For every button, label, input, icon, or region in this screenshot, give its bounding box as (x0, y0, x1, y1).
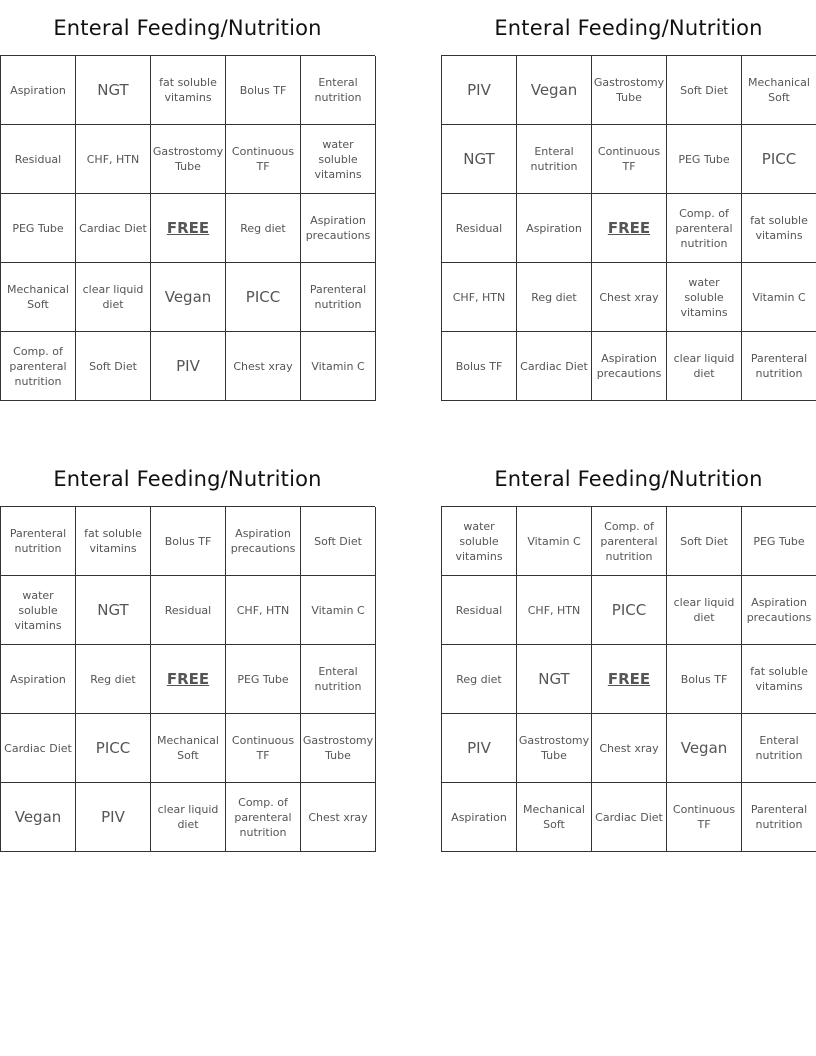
bingo-cell: Aspiration (442, 783, 517, 852)
bingo-cell: Mechanical Soft (1, 263, 76, 332)
bingo-cell: Continuous TF (592, 125, 667, 194)
bingo-cell: fat soluble vitamins (742, 645, 816, 714)
bingo-cell: Vitamin C (301, 576, 376, 645)
bingo-cell: Enteral nutrition (301, 56, 376, 125)
bingo-cell: Vitamin C (742, 263, 816, 332)
free-space: FREE (151, 194, 226, 263)
bingo-cell: PEG Tube (1, 194, 76, 263)
bingo-cell: NGT (517, 645, 592, 714)
bingo-card (0, 0, 375, 401)
bingo-cell: Chest xray (592, 263, 667, 332)
bingo-cell: CHF, HTN (226, 576, 301, 645)
bingo-cell: fat soluble vitamins (151, 56, 226, 125)
bingo-cell: clear liquid diet (151, 783, 226, 852)
bingo-cell: Soft Diet (301, 507, 376, 576)
bingo-cell: Cardiac Diet (76, 194, 151, 263)
bingo-cell: Cardiac Diet (517, 332, 592, 401)
bingo-cell: CHF, HTN (442, 263, 517, 332)
bingo-cell: Comp. of parenteral nutrition (1, 332, 76, 401)
bingo-cell: Gastrostomy Tube (517, 714, 592, 783)
bingo-grid (441, 506, 816, 852)
bingo-cell: fat soluble vitamins (742, 194, 816, 263)
bingo-cell: Residual (151, 576, 226, 645)
bingo-cell: Aspiration (517, 194, 592, 263)
card-title: Enteral Feeding/Nutrition (494, 466, 763, 491)
bingo-cell: Residual (442, 576, 517, 645)
bingo-cell: PICC (76, 714, 151, 783)
bingo-cell: PIV (442, 714, 517, 783)
bingo-cell: PICC (226, 263, 301, 332)
bingo-cell: Soft Diet (667, 56, 742, 125)
bingo-cell: PIV (76, 783, 151, 852)
bingo-cell: Continuous TF (226, 714, 301, 783)
bingo-cell: Gastrostomy Tube (151, 125, 226, 194)
bingo-cell: Mechanical Soft (742, 56, 816, 125)
bingo-cell: Vegan (151, 263, 226, 332)
bingo-cell: water soluble vitamins (667, 263, 742, 332)
bingo-cell: water soluble vitamins (1, 576, 76, 645)
bingo-cell: Comp. of parenteral nutrition (592, 507, 667, 576)
bingo-cell: PICC (592, 576, 667, 645)
bingo-cell: Vegan (1, 783, 76, 852)
bingo-cell: Bolus TF (667, 645, 742, 714)
bingo-cell: Aspiration precautions (226, 507, 301, 576)
bingo-cell: Enteral nutrition (517, 125, 592, 194)
bingo-cell: Enteral nutrition (301, 645, 376, 714)
bingo-cell: Comp. of parenteral nutrition (226, 783, 301, 852)
bingo-cell: Aspiration precautions (301, 194, 376, 263)
free-space: FREE (592, 645, 667, 714)
bingo-card (0, 451, 375, 852)
bingo-card (441, 451, 816, 852)
bingo-cell: Gastrostomy Tube (592, 56, 667, 125)
bingo-grid (0, 55, 375, 401)
bingo-cell: PIV (151, 332, 226, 401)
bingo-cell: Cardiac Diet (1, 714, 76, 783)
bingo-cell: Mechanical Soft (517, 783, 592, 852)
bingo-cell: Chest xray (301, 783, 376, 852)
bingo-cell: Reg diet (226, 194, 301, 263)
bingo-cell: clear liquid diet (667, 576, 742, 645)
bingo-cell: Vitamin C (301, 332, 376, 401)
bingo-cell: Aspiration (1, 645, 76, 714)
bingo-cell: Enteral nutrition (742, 714, 816, 783)
bingo-cell: Chest xray (226, 332, 301, 401)
bingo-cell: Soft Diet (667, 507, 742, 576)
bingo-cell: Bolus TF (226, 56, 301, 125)
bingo-cell: Vegan (517, 56, 592, 125)
free-space: FREE (592, 194, 667, 263)
bingo-cell: Reg diet (442, 645, 517, 714)
free-space: FREE (151, 645, 226, 714)
bingo-cell: PEG Tube (742, 507, 816, 576)
bingo-cell: Gastrostomy Tube (301, 714, 376, 783)
bingo-cell: PEG Tube (226, 645, 301, 714)
bingo-cell: Bolus TF (151, 507, 226, 576)
bingo-cell: Soft Diet (76, 332, 151, 401)
bingo-cell: NGT (76, 576, 151, 645)
bingo-cell: Parenteral nutrition (742, 332, 816, 401)
card-title: Enteral Feeding/Nutrition (53, 466, 322, 491)
bingo-cell: Residual (442, 194, 517, 263)
bingo-cell: water soluble vitamins (301, 125, 376, 194)
bingo-cell: Vegan (667, 714, 742, 783)
bingo-grid (0, 506, 375, 852)
bingo-cell: Parenteral nutrition (301, 263, 376, 332)
bingo-cell: Bolus TF (442, 332, 517, 401)
bingo-cell: Comp. of parenteral nutrition (667, 194, 742, 263)
bingo-cell: CHF, HTN (517, 576, 592, 645)
bingo-cell: Aspiration precautions (592, 332, 667, 401)
bingo-cell: Aspiration precautions (742, 576, 816, 645)
bingo-cell: Cardiac Diet (592, 783, 667, 852)
bingo-cell: Aspiration (1, 56, 76, 125)
bingo-cell: PEG Tube (667, 125, 742, 194)
bingo-cell: Chest xray (592, 714, 667, 783)
bingo-cell: fat soluble vitamins (76, 507, 151, 576)
bingo-cell: Parenteral nutrition (1, 507, 76, 576)
bingo-cell: PIV (442, 56, 517, 125)
card-title: Enteral Feeding/Nutrition (53, 15, 322, 40)
bingo-cell: clear liquid diet (667, 332, 742, 401)
bingo-cell: water soluble vitamins (442, 507, 517, 576)
bingo-cell: CHF, HTN (76, 125, 151, 194)
bingo-cell: PICC (742, 125, 816, 194)
bingo-card (441, 0, 816, 401)
bingo-cell: Vitamin C (517, 507, 592, 576)
bingo-cell: Parenteral nutrition (742, 783, 816, 852)
card-title: Enteral Feeding/Nutrition (494, 15, 763, 40)
bingo-cell: Continuous TF (226, 125, 301, 194)
bingo-cell: clear liquid diet (76, 263, 151, 332)
bingo-cell: Reg diet (76, 645, 151, 714)
bingo-cell: Residual (1, 125, 76, 194)
bingo-cell: Mechanical Soft (151, 714, 226, 783)
bingo-grid (441, 55, 816, 401)
bingo-cell: Continuous TF (667, 783, 742, 852)
bingo-cell: NGT (76, 56, 151, 125)
bingo-cell: NGT (442, 125, 517, 194)
bingo-cell: Reg diet (517, 263, 592, 332)
